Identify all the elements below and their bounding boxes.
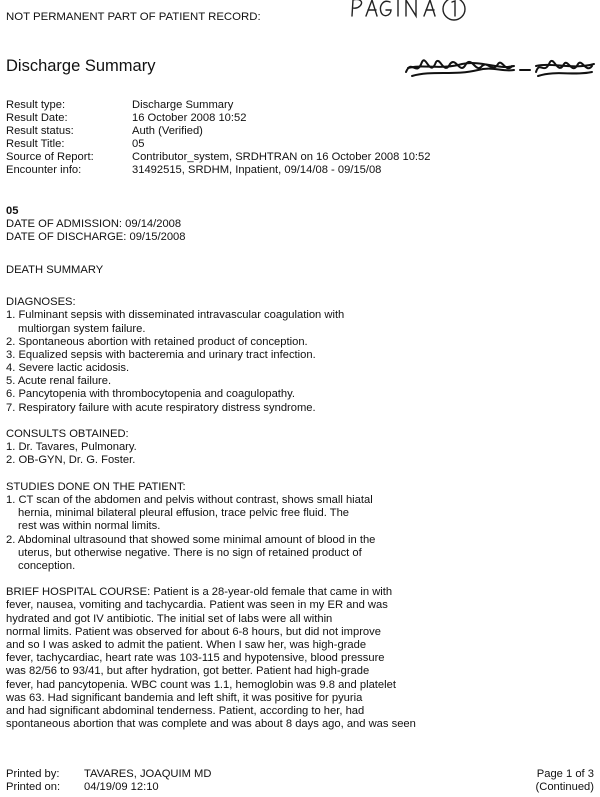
admission-date: DATE OF ADMISSION: 09/14/2008: [6, 218, 182, 231]
meta-label: Encounter info:: [6, 164, 82, 176]
meta-label: Result status:: [6, 125, 74, 137]
printed-on-row: [6, 781, 596, 794]
hospital-course-line: fever, tachycardiac, heart rate was 103-115 and hypotensive, blood pressure: [6, 652, 385, 665]
document-title: Discharge Summary: [6, 57, 156, 75]
diagnosis-item: 2. Spontaneous abortion with retained product of conception.: [6, 335, 308, 348]
meta-row: [6, 125, 430, 138]
meta-label: Result Date:: [6, 112, 68, 124]
meta-label: Source of Report:: [6, 151, 94, 163]
meta-label: Result Title:: [6, 138, 65, 150]
study-item: 1. CT scan of the abdomen and pelvis without contrast, shows small hiatal: [6, 493, 373, 506]
studies-heading: STUDIES DONE ON THE PATIENT:: [6, 480, 186, 493]
hospital-course-line: was 63. Had significant bandemia and left shift, it was positive for pyuria: [6, 691, 363, 704]
meta-row: [6, 138, 430, 151]
diagnosis-item: multiorgan system failure.: [18, 322, 146, 335]
study-item: hernia, minimal bilateral pleural effusion, trace pelvic free fluid. The: [18, 507, 350, 520]
hospital-course-line: normal limits. Patient was observed for about 6-8 hours, but did not improve: [6, 625, 381, 638]
meta-row: [6, 112, 430, 125]
meta-row: [6, 164, 430, 177]
hospital-course-line: fever, nausea, vomiting and tachycardia. Patient was seen in my ER and was: [6, 599, 388, 612]
diagnoses-heading: DIAGNOSES:: [6, 296, 76, 309]
hospital-course-line: BRIEF HOSPITAL COURSE: Patient is a 28-year-old female that came in with: [6, 586, 393, 599]
printed-by-label: Printed by:: [6, 768, 60, 780]
hospital-course-line: was 82/56 to 93/41, but after hydration, got better. Patient had high-grade: [6, 665, 370, 678]
study-item: rest was within normal limits.: [18, 520, 161, 533]
discharge-date: DATE OF DISCHARGE: 09/15/2008: [6, 231, 186, 244]
death-summary-heading: DEATH SUMMARY: [6, 263, 104, 276]
meta-value: Discharge Summary: [132, 99, 234, 111]
consult-item: 1. Dr. Tavares, Pulmonary.: [6, 441, 137, 454]
printed-by-value: TAVARES, JOAQUIM MD: [84, 768, 212, 780]
page-number: Page 1 of 3: [536, 768, 594, 780]
consult-item: 2. OB-GYN, Dr. G. Foster.: [6, 454, 136, 467]
handwritten-page-marker: [348, 0, 518, 30]
study-item: conception.: [18, 559, 76, 572]
diagnosis-item: 1. Fulminant sepsis with disseminated intravascular coagulation with: [6, 309, 345, 322]
redaction-scribble: [402, 52, 598, 82]
meta-row: [6, 99, 430, 112]
diagnosis-item: 4. Severe lactic acidosis.: [6, 362, 130, 375]
continued-note: (Continued): [535, 781, 594, 793]
diagnosis-item: 6. Pancytopenia with thrombocytopenia and coagulopathy.: [6, 388, 295, 401]
not-permanent-notice: NOT PERMANENT PART OF PATIENT RECORD:: [6, 11, 261, 23]
meta-label: Result type:: [6, 99, 66, 111]
hospital-course-line: fever, had pancytopenia. WBC count was 1.1, hemoglobin was 9.8 and platelet: [6, 678, 396, 691]
hospital-course-line: hydrated and got IV antibiotic. The initial set of labs were all within: [6, 612, 333, 625]
study-item: uterus, but otherwise negative. There is no sign of retained product of: [18, 546, 362, 559]
consults-heading: CONSULTS OBTAINED:: [6, 428, 129, 440]
meta-value: 31492515, SRDHM, Inpatient, 09/14/08 - 09/15/08: [132, 164, 382, 176]
printed-by-row: [6, 768, 596, 781]
printed-on-label: Printed on:: [6, 781, 61, 793]
meta-row: [6, 151, 430, 164]
diagnosis-item: 7. Respiratory failure with acute respiratory distress syndrome.: [6, 401, 316, 414]
section-number: 05: [6, 205, 19, 217]
hospital-course-line: spontaneous abortion that was complete and was about 8 days ago, and was seen: [6, 718, 416, 731]
study-item: 2. Abdominal ultrasound that showed some minimal amount of blood in the: [6, 533, 376, 546]
report-body: [6, 205, 596, 731]
meta-value: Contributor_system, SRDHTRAN on 16 October 2008 10:52: [132, 151, 431, 163]
diagnosis-item: 5. Acute renal failure.: [6, 375, 112, 388]
meta-value: 05: [132, 138, 145, 150]
meta-value: Auth (Verified): [132, 125, 203, 137]
hospital-course-line: and had significant abdominal tenderness. Patient, according to her, had: [6, 704, 365, 717]
meta-value: 16 October 2008 10:52: [132, 112, 247, 124]
print-footer: [6, 768, 596, 794]
result-metadata: [6, 99, 430, 177]
printed-on-value: 04/19/09 12:10: [84, 781, 159, 793]
hospital-course-line: and so I was asked to admit the patient. When I saw her, was high-grade: [6, 639, 367, 651]
diagnosis-item: 3. Equalized sepsis with bacteremia and urinary tract infection.: [6, 348, 316, 361]
